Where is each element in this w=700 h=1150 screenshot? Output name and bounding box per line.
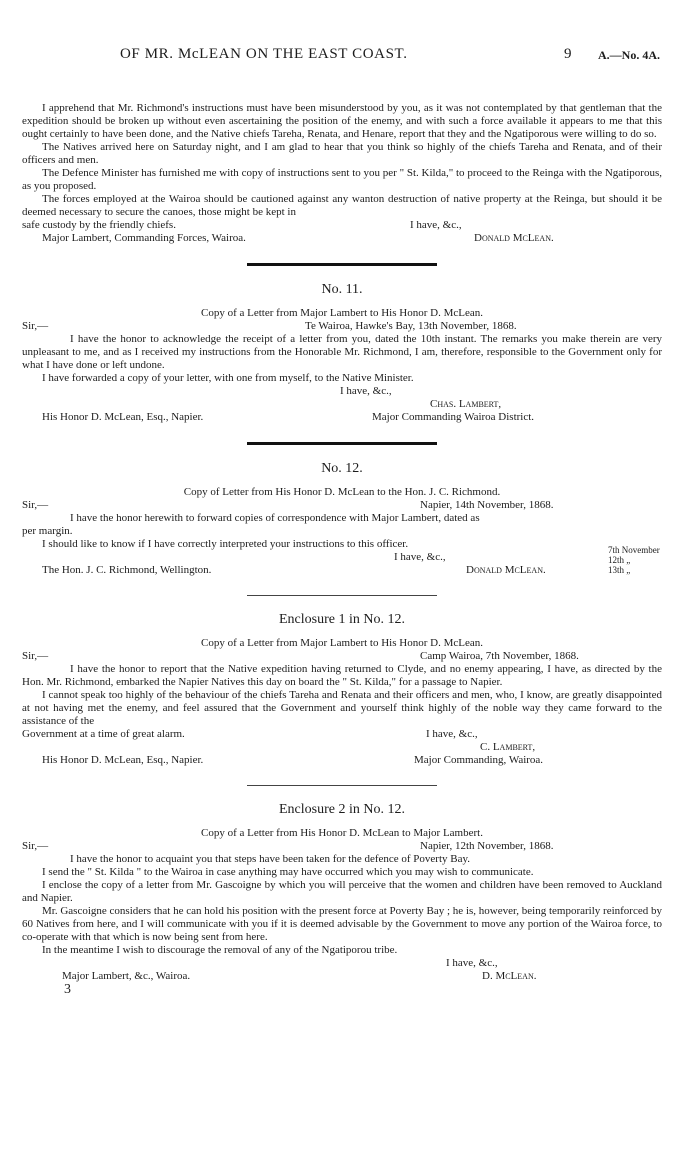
paragraph: I send the " St. Kilda " to the Wairoa in case anything may have occurred which you may wish to communicate. — [42, 866, 534, 878]
margin-note: 12th „ — [608, 555, 631, 565]
paragraph: I have the honor to report that the Native expedition having returned to Clyde, and no enemy appearing, I have, as directed by the Hon. Mr. Richmond, embarked the Napier Natives this day on board the " St. Kilda," for a passage to Napier. — [22, 663, 662, 688]
letter-heading: No. 11. — [321, 282, 363, 297]
salutation-row — [22, 320, 662, 333]
margin-note: 7th November — [608, 545, 660, 555]
signature: Chas. Lambert, — [430, 398, 502, 410]
addressee: The Hon. J. C. Richmond, Wellington. — [42, 564, 212, 576]
enclosure-heading: Enclosure 2 in No. 12. — [279, 802, 405, 817]
paragraph: I enclose the copy of a letter from Mr. Gascoigne by which you will perceive that the women and children have been removed to Auckland and Napier. — [22, 879, 662, 904]
paragraph: I should like to know if I have correctly interpreted your instructions to this officer. — [42, 538, 409, 550]
margin-note: 13th „ — [608, 565, 631, 575]
document-body — [22, 102, 662, 999]
page-number: 9 — [564, 46, 572, 62]
closing-row — [22, 728, 662, 741]
closing-formula: I have, &c., — [446, 957, 498, 969]
closing-formula: I have, &c., — [410, 219, 462, 231]
place-date: Camp Wairoa, 7th November, 1868. — [420, 650, 579, 662]
copy-line: Copy of a Letter from His Honor D. McLean to Major Lambert. — [201, 827, 483, 839]
addressee: His Honor D. McLean, Esq., Napier. — [42, 411, 204, 423]
letter-heading: No. 12. — [321, 461, 363, 476]
text-line: I have the honor herewith to forward copies of correspondence with Major Lambert, dated as — [70, 512, 480, 524]
text-line: per margin. — [22, 525, 73, 537]
copy-line: Copy of Letter from His Honor D. McLean to the Hon. J. C. Richmond. — [183, 486, 501, 498]
salutation-row — [22, 650, 662, 663]
signature-row — [22, 232, 662, 245]
text-row — [22, 525, 662, 538]
signature-row — [22, 398, 662, 411]
letter-no-11 — [22, 282, 662, 424]
page-header — [0, 48, 700, 68]
paragraph: The forces employed at the Wairoa should be cautioned against any wanton destruction of native property at the Reinga, but should it be deemed necessary to secure the canoes, those might be kept in — [22, 193, 662, 218]
signature: Donald McLean. — [474, 232, 554, 244]
closing-row — [22, 385, 662, 398]
paragraph: The Defence Minister has furnished me with copy of instructions sent to you per " St. Kilda," to proceed to the Reinga with the Ngatiporous, as you proposed. — [22, 167, 662, 192]
place-date: Napier, 14th November, 1868. — [420, 499, 554, 511]
closing-row — [22, 957, 662, 970]
signature: D. McLean. — [482, 970, 537, 982]
section-divider — [247, 263, 437, 266]
closing-formula: I have, &c., — [340, 385, 392, 397]
paragraph: I have the honor to acquaint you that steps have been taken for the defence of Poverty Bay. — [70, 853, 471, 865]
enclosure-1 — [22, 612, 662, 767]
letter-continuation — [22, 102, 662, 245]
signature: C. Lambert, — [480, 741, 536, 753]
enclosure-heading: Enclosure 1 in No. 12. — [279, 612, 405, 627]
place-date: Napier, 12th November, 1868. — [420, 840, 554, 852]
addressee-row — [22, 754, 662, 767]
signature-mark-row — [22, 983, 662, 999]
paragraph: I cannot speak too highly of the behaviour of the chiefs Tareha and Renata and their officers and men, who, I know, are greatly disappointed at not having met the enemy, and feel assured that the Government and yourself think highly of the noble way they came forward to the assistance of the — [22, 689, 662, 727]
enclosure-2 — [22, 802, 662, 999]
copy-line: Copy of a Letter from Major Lambert to His Honor D. McLean. — [201, 307, 483, 319]
paragraph: I have the honor to acknowledge the receipt of a letter from you, dated the 10th instant. The remarks you make therein are very unpleasant to me, and as I received my instructions from the Honorable Mr. Richmond, I am, therefore, responsible to the Government only for what I have done or left undone. — [22, 333, 662, 371]
text-line: Government at a time of great alarm. — [22, 728, 185, 740]
section-divider — [247, 442, 437, 445]
salutation: Sir,— — [22, 840, 49, 852]
section-divider — [247, 595, 437, 596]
addressee-row — [22, 564, 662, 577]
section-divider — [247, 785, 437, 786]
closing-formula: I have, &c., — [394, 551, 446, 563]
addressee: His Honor D. McLean, Esq., Napier. — [42, 754, 204, 766]
paragraph: Mr. Gascoigne considers that he can hold his position with the present force at Poverty Bay ; he is, however, being temporarily reinforced by 60 Natives from here, and I will communicate with you if it is deemed advisable by the Government to move any portion of the Wairoa force, to co-operate with that which is now being sent from here. — [22, 905, 662, 943]
addressee-row — [22, 970, 662, 983]
place-date: Te Wairoa, Hawke's Bay, 13th November, 1868. — [305, 320, 517, 332]
printer-signature-mark: 3 — [64, 982, 71, 997]
salutation-row — [22, 499, 662, 512]
closing-formula: I have, &c., — [426, 728, 478, 740]
closing-row — [22, 551, 662, 564]
paragraph: The Natives arrived here on Saturday night, and I am glad to hear that you think so highly of the chiefs Tareha and Renata, and of their officers and men. — [22, 141, 662, 166]
signature: Donald McLean. — [466, 564, 546, 576]
running-title: OF MR. McLEAN ON THE EAST COAST. — [120, 46, 408, 62]
copy-line: Copy of a Letter from Major Lambert to His Honor D. McLean. — [201, 637, 483, 649]
salutation: Sir,— — [22, 499, 49, 511]
paragraph: In the meantime I wish to discourage the removal of any of the Ngatiporou tribe. — [42, 944, 398, 956]
addressee: Major Lambert, &c., Wairoa. — [62, 970, 191, 982]
salutation: Sir,— — [22, 320, 49, 332]
text-row — [22, 538, 662, 551]
closing-row — [22, 219, 662, 232]
signature-title: Major Commanding Wairoa District. — [372, 411, 535, 423]
signature-title: Major Commanding, Wairoa. — [414, 754, 544, 766]
salutation-row — [22, 840, 662, 853]
salutation: Sir,— — [22, 650, 49, 662]
addressee-row — [22, 411, 662, 424]
paragraph: I apprehend that Mr. Richmond's instructions must have been misunderstood by you, as it was not contemplated by that gentleman that the expedition should be broken up without even ascertaining the position of the enemy, and with such a force available it appears to me that this ought certainly to have been done, and the Native chiefs Tareha, Renata, and Henare, report that they and the Ngatiporous were willing to do so. — [22, 102, 662, 140]
letter-no-12 — [22, 461, 662, 577]
paper-reference: A.—No. 4A. — [598, 48, 660, 62]
text-line: safe custody by the friendly chiefs. — [22, 219, 176, 231]
signature-row — [22, 741, 662, 754]
paragraph: I have forwarded a copy of your letter, with one from myself, to the Native Minister. — [42, 372, 414, 384]
text-row — [22, 512, 662, 525]
addressee: Major Lambert, Commanding Forces, Wairoa. — [42, 232, 246, 244]
